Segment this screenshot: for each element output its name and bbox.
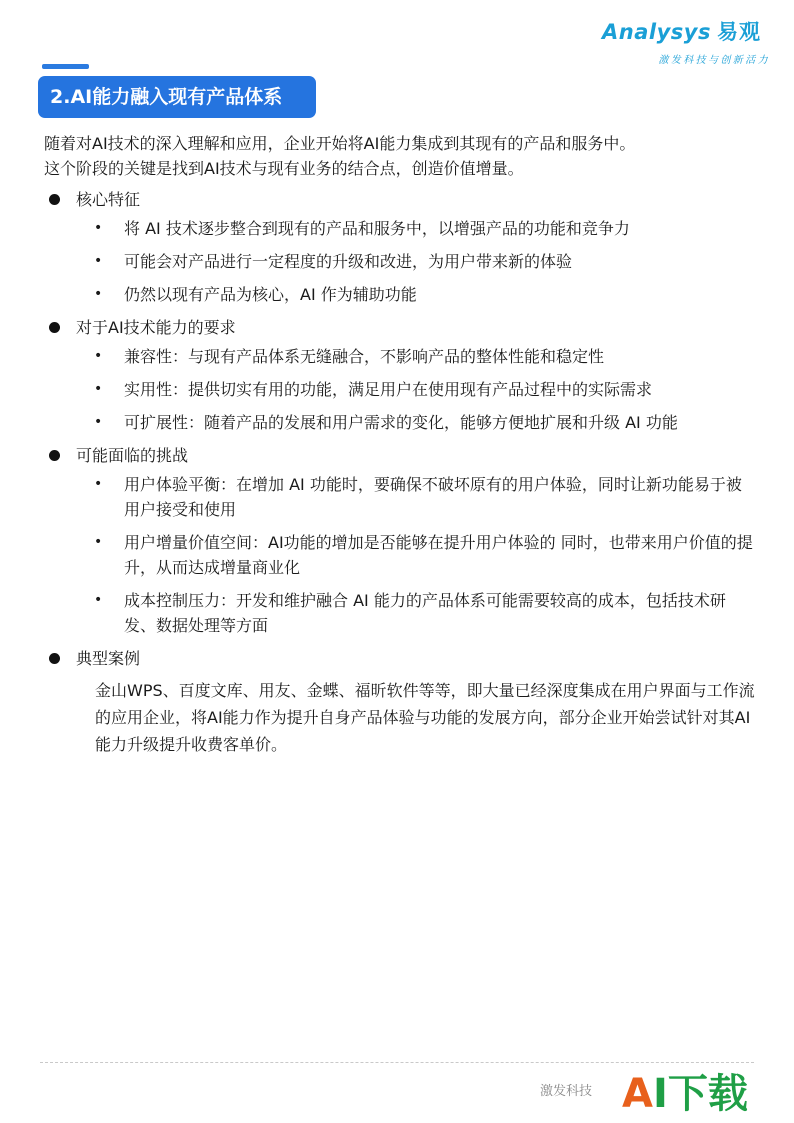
intro-line: 随着对AI技术的深入理解和应用，企业开始将AI能力集成到其现有的产品和服务中。: [44, 134, 636, 153]
content: [44, 131, 756, 758]
list-item: • 用户增量价值空间：AI功能的增加是否能够在提升用户体验的 同时，也带来用户价值的提升，从而达成增量商业化: [44, 530, 756, 580]
list-item: • 仍然以现有产品为核心，AI 作为辅助功能: [44, 282, 756, 307]
accent-bar: [42, 64, 89, 69]
section-core-features: [44, 187, 756, 307]
badge-text: I下载: [652, 1071, 748, 1117]
footer-divider: [40, 1062, 754, 1063]
list-item: • 实用性：提供切实有用的功能，满足用户在使用现有产品过程中的实际需求: [44, 377, 756, 402]
footer-text: 激发科技: [540, 1084, 593, 1099]
section-requirements: [44, 315, 756, 435]
section-heading: 对于AI技术能力的要求: [44, 315, 756, 340]
badge-letter-a: A: [622, 1071, 653, 1117]
logo-text: Analysys: [602, 20, 711, 44]
intro-line: 这个阶段的关键是找到AI技术与现有业务的结合点，创造价值增量。: [44, 159, 524, 178]
footer-mask: [596, 1074, 622, 1102]
list-item: • 成本控制压力：开发和维护融合 AI 能力的产品体系可能需要较高的成本，包括技术研发、数据处理等方面: [44, 588, 756, 638]
list-item: • 可能会对产品进行一定程度的升级和改进，为用户带来新的体验: [44, 249, 756, 274]
logo-wordmark: [602, 16, 761, 46]
sub-list: [44, 472, 756, 638]
list-item: • 可扩展性：随着产品的发展和用户需求的变化，能够方便地扩展和升级 AI 功能: [44, 410, 756, 435]
section-title: 2.AI能力融入现有产品体系: [38, 76, 316, 118]
intro-paragraph: [44, 131, 756, 181]
section-challenges: [44, 443, 756, 638]
section-heading: 可能面临的挑战: [44, 443, 756, 468]
case-paragraph: 金山WPS、百度文库、用友、金蝶、福昕软件等等，即大量已经深度集成在用户界面与工作流的应用企业，将AI能力作为提升自身产品体验与功能的发展方向，部分企业开始尝试针对其AI能力升级提升收费客单价。: [95, 681, 755, 754]
section-cases: [44, 646, 756, 758]
sub-list: [44, 344, 756, 435]
section-heading: 核心特征: [44, 187, 756, 212]
list-item: • 兼容性：与现有产品体系无缝融合，不影响产品的整体性能和稳定性: [44, 344, 756, 369]
logo-slogan: 激发科技与创新活力: [658, 55, 770, 66]
analysys-logo: [602, 16, 772, 66]
section-heading: 典型案例: [44, 646, 756, 671]
logo-cn: 易观: [716, 20, 761, 44]
sub-list: [44, 216, 756, 307]
list-item: • 用户体验平衡：在增加 AI 功能时，要确保不破坏原有的用户体验，同时让新功能易于被用户接受和使用: [44, 472, 756, 522]
ai-download-logo: [622, 1070, 762, 1118]
list-item: • 将 AI 技术逐步整合到现有的产品和服务中，以增强产品的功能和竞争力: [44, 216, 756, 241]
